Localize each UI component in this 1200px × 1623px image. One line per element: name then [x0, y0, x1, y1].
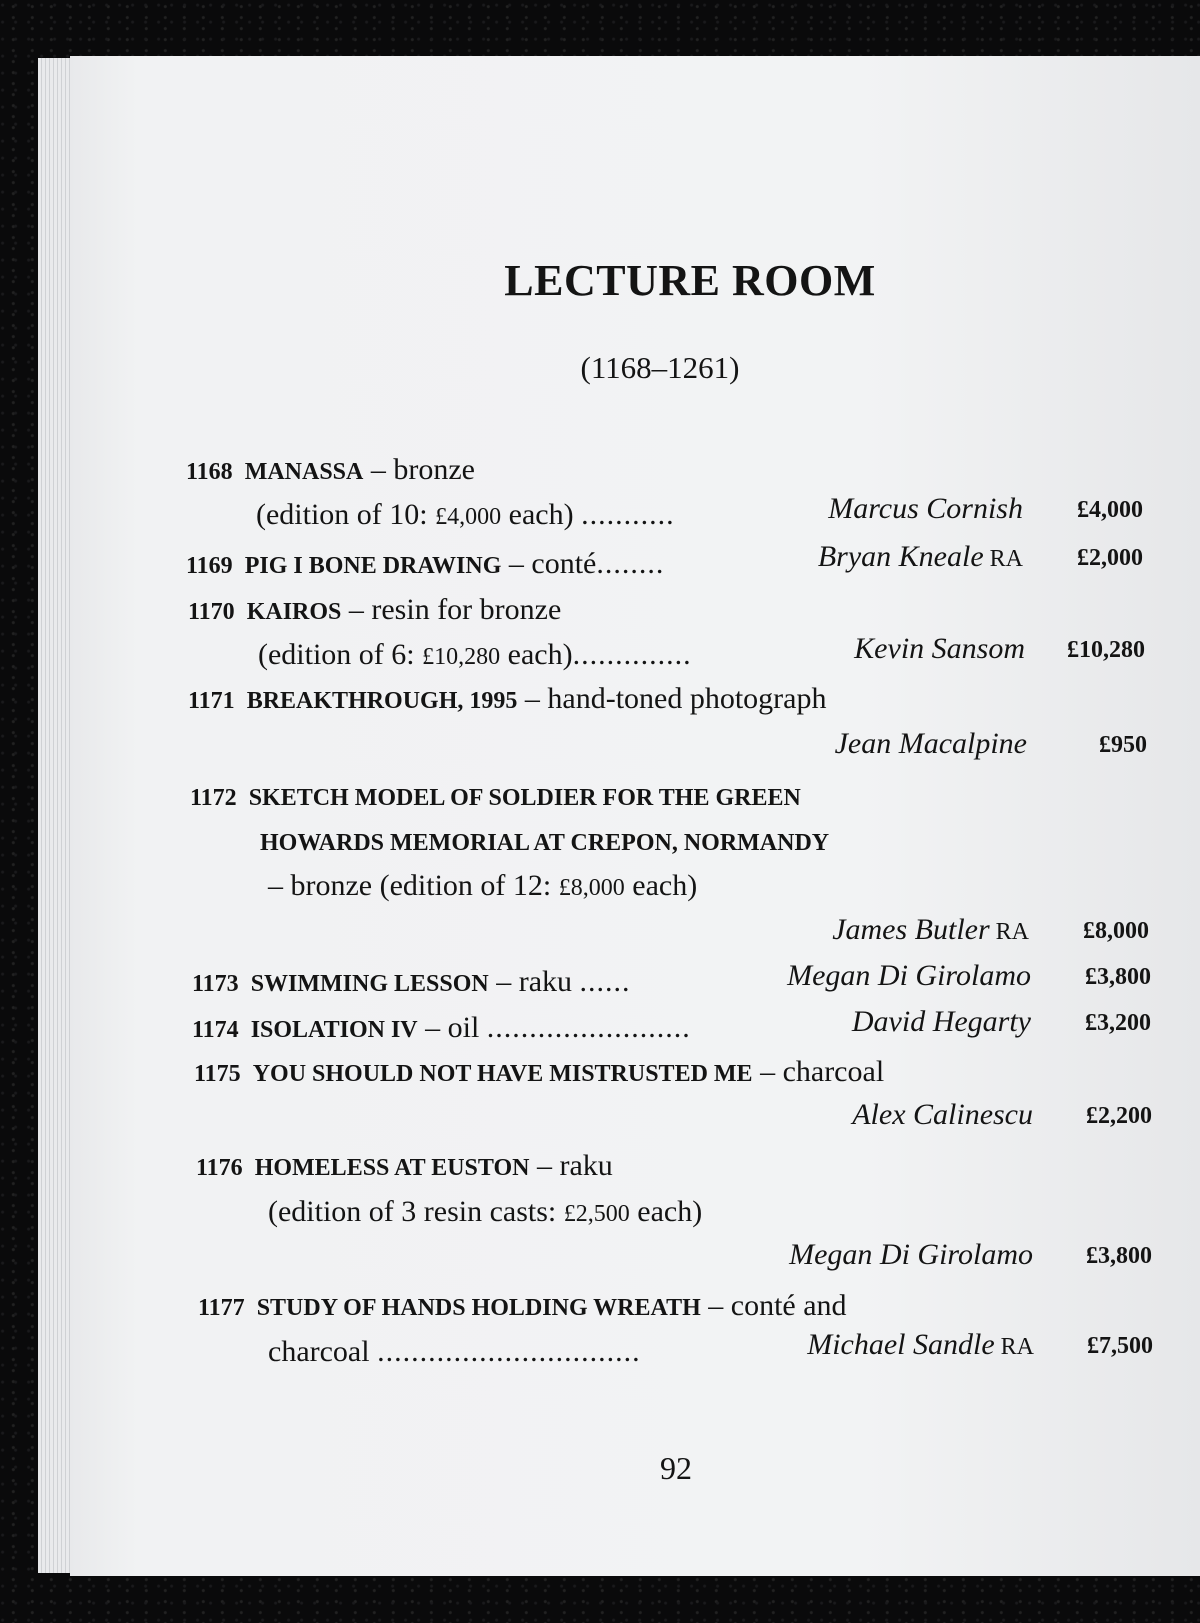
edition-text: (edition of 3 resin casts:: [268, 1195, 564, 1228]
entry-title: ISOLATION IV: [250, 1017, 418, 1043]
leader-dots: ........: [596, 547, 665, 580]
entry-title: HOMELESS AT EUSTON: [254, 1155, 530, 1181]
catalogue-number-range: (1168–1261): [580, 350, 740, 385]
edition-price: £10,280: [422, 644, 501, 670]
entry-medium: – raku: [529, 1149, 613, 1182]
entry-1174-price: £3,200: [1085, 1010, 1151, 1036]
entry-1175-title-line: [194, 1054, 884, 1092]
entry-number: 1175: [194, 1061, 241, 1087]
entry-1175-price: £2,200: [1086, 1103, 1152, 1129]
ra-suffix: RA: [995, 919, 1029, 945]
entry-medium: charcoal: [268, 1335, 378, 1368]
entry-title: PIG I BONE DRAWING: [244, 553, 502, 579]
entry-number: 1174: [192, 1017, 239, 1043]
entry-1170-edition-line: [258, 637, 692, 675]
leader-dots: ......: [579, 965, 631, 998]
entry-1172-medium-line: [268, 868, 697, 906]
entry-medium: – conté and: [700, 1289, 847, 1322]
entry-1172-artist: [832, 912, 1029, 950]
edition-text: each): [501, 498, 582, 531]
entry-title: STUDY OF HANDS HOLDING WREATH: [256, 1295, 701, 1321]
leader-dots: ..............: [572, 638, 692, 671]
entry-number: 1172: [190, 785, 237, 811]
entry-1170-title-line: [188, 592, 561, 630]
entry-1168-artist: Marcus Cornish: [828, 492, 1023, 525]
entry-number: 1171: [188, 688, 235, 714]
entry-1175-artist: Alex Calinescu: [852, 1098, 1033, 1131]
entry-number: 1176: [196, 1155, 243, 1181]
ra-suffix: RA: [1000, 1334, 1034, 1360]
entry-medium: – bronze: [363, 453, 475, 486]
entry-number: 1173: [192, 971, 239, 997]
entry-number: 1177: [198, 1295, 245, 1321]
entry-1172-title-line: [190, 778, 801, 816]
entry-1176-edition-line: [268, 1194, 702, 1232]
entry-medium: – hand-toned photograph: [517, 682, 827, 715]
artist-name: Bryan Kneale: [817, 540, 984, 573]
entry-1170-price: £10,280: [1067, 637, 1145, 663]
entry-medium: each): [624, 869, 698, 902]
entry-title: MANASSA: [244, 459, 364, 485]
leader-dots: ...........: [581, 498, 675, 531]
entry-1169-price: £2,000: [1077, 545, 1143, 571]
entry-title: SWIMMING LESSON: [250, 971, 489, 997]
entry-1169-title-line: [186, 546, 664, 584]
artist-name: Michael Sandle: [807, 1328, 995, 1361]
entry-medium: – conté: [501, 547, 597, 580]
edition-price: £2,500: [563, 1201, 630, 1227]
entry-1168-title-line: [186, 452, 475, 490]
entry-medium: – oil: [417, 1011, 487, 1044]
entry-1173-artist: Megan Di Girolamo: [787, 959, 1031, 992]
entry-1176-artist: Megan Di Girolamo: [789, 1238, 1033, 1271]
entry-1170-artist: Kevin Sansom: [854, 632, 1025, 665]
entry-1171-title-line: [188, 681, 827, 719]
entry-1171-price: £950: [1099, 732, 1147, 758]
room-title: LECTURE ROOM: [504, 256, 876, 305]
edition-text: each): [629, 1195, 703, 1228]
entry-1168-edition-line: [256, 497, 675, 535]
leader-dots: ...............................: [377, 1335, 641, 1368]
entry-title: SKETCH MODEL OF SOLDIER FOR THE GREEN: [248, 785, 801, 811]
entry-1177-price: £7,500: [1087, 1333, 1153, 1359]
leader-dots: ........................: [486, 1011, 691, 1044]
entry-1173-price: £3,800: [1085, 964, 1151, 990]
entry-1177-artist: [807, 1327, 1034, 1365]
artist-name: James Butler: [832, 913, 990, 946]
edition-text: (edition of 6:: [258, 638, 423, 671]
entry-1177-title-line: [198, 1288, 847, 1326]
entry-1172-price: £8,000: [1083, 918, 1149, 944]
entry-medium: – raku: [488, 965, 580, 998]
page-number: 92: [660, 1450, 692, 1486]
entry-title: HOWARDS MEMORIAL AT CREPON, NORMANDY: [260, 830, 830, 856]
entry-number: 1170: [188, 599, 235, 625]
entry-number: 1168: [186, 459, 233, 485]
edition-price: £4,000: [435, 504, 502, 530]
entry-medium: – resin for bronze: [341, 593, 562, 626]
entry-medium: – charcoal: [752, 1055, 885, 1088]
edition-text: (edition of 10:: [256, 498, 436, 531]
entry-1172-title-line-2: [260, 823, 829, 861]
entry-1174-title-line: [192, 1010, 691, 1048]
entry-title: BREAKTHROUGH, 1995: [246, 688, 518, 714]
entry-1171-artist: Jean Macalpine: [834, 727, 1027, 760]
ra-suffix: RA: [989, 546, 1023, 572]
entry-1173-title-line: [192, 964, 631, 1002]
entry-title: KAIROS: [246, 599, 342, 625]
edition-price: £8,000: [558, 875, 625, 901]
entry-number: 1169: [186, 553, 233, 579]
entry-1176-title-line: [196, 1148, 613, 1186]
entry-1168-price: £4,000: [1077, 497, 1143, 523]
entry-1176-price: £3,800: [1086, 1243, 1152, 1269]
entry-1174-artist: David Hegarty: [851, 1005, 1031, 1038]
entry-medium: – bronze (edition of 12:: [268, 869, 559, 902]
edition-text: each): [500, 638, 573, 671]
entry-title: YOU SHOULD NOT HAVE MISTRUSTED ME: [252, 1061, 753, 1087]
entry-1169-artist: [818, 539, 1023, 577]
entry-1177-medium-line: [268, 1334, 641, 1370]
